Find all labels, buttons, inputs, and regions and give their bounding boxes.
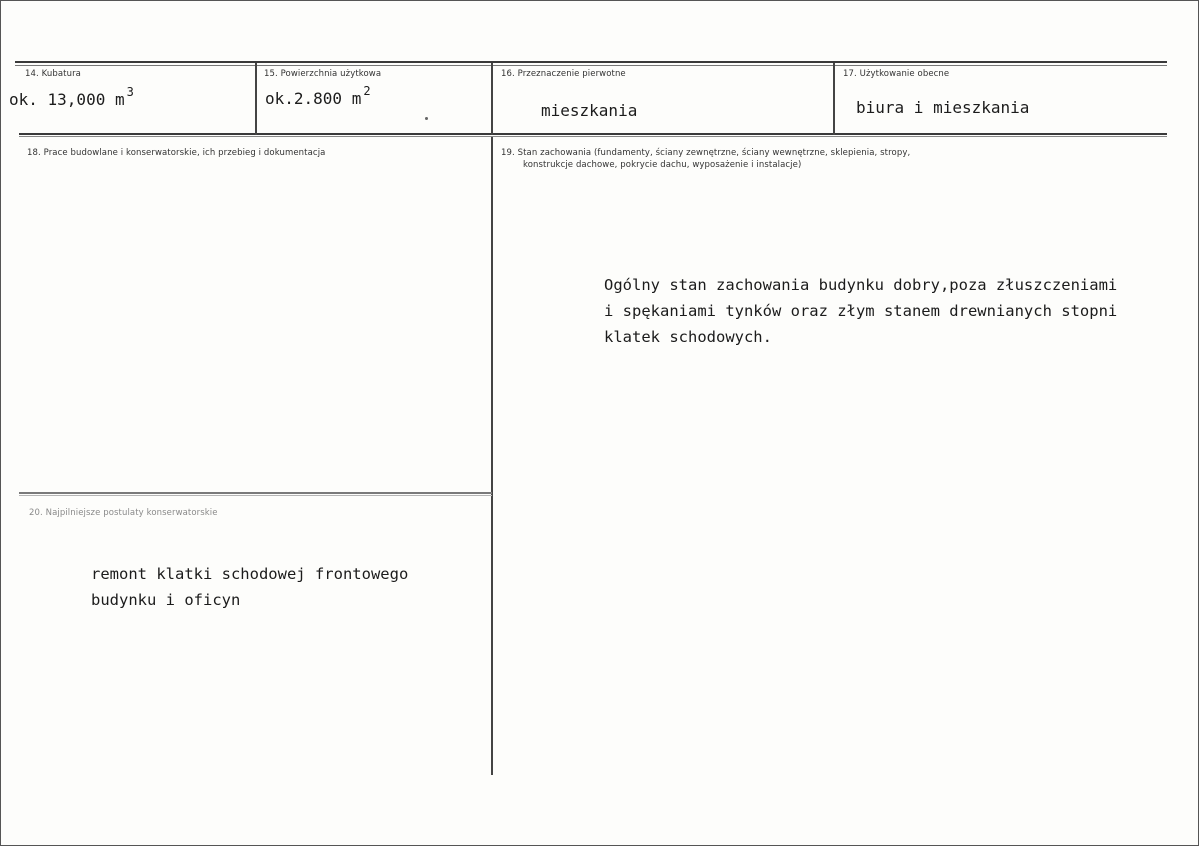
field-15-label: 15. Powierzchnia użytkowa: [264, 69, 382, 79]
left-section-rule: [19, 492, 492, 494]
field-15-value: [265, 84, 371, 108]
field-16-label: 16. Przeznaczenie pierwotne: [501, 69, 626, 79]
row1-bottom-rule-thin: [19, 136, 1167, 137]
divider-main: [491, 137, 493, 775]
field-15-value-text: ok.2.800 m: [265, 89, 362, 108]
divider-14-15: [255, 63, 257, 135]
field-14-unit-exponent: 3: [126, 85, 134, 99]
top-rule-thin: [15, 65, 1167, 66]
field-19-text-line: klatek schodowych.: [604, 328, 772, 346]
field-14-label: 14. Kubatura: [25, 69, 81, 79]
ink-speck: [425, 117, 428, 120]
divider-16-17: [833, 63, 835, 135]
field-20-text-line: remont klatki schodowej frontowego: [91, 565, 409, 583]
top-rule: [15, 61, 1167, 63]
field-14-value: [9, 85, 134, 109]
field-20-text-line: budynku i oficyn: [91, 591, 241, 609]
left-section-rule-thin: [19, 495, 492, 496]
field-19-label-line-2: konstrukcje dachowe, pokrycie dachu, wyposażenie i instalacje): [523, 160, 802, 170]
field-19-text: [604, 272, 1117, 350]
field-17-value: biura i mieszkania: [856, 98, 1030, 117]
field-14-value-text: ok. 13,000 m: [9, 90, 125, 109]
field-20-text: [91, 561, 408, 613]
field-15-unit-exponent: 2: [363, 84, 371, 98]
field-18-label: 18. Prace budowlane i konserwatorskie, ich przebieg i dokumentacja: [27, 148, 326, 158]
divider-15-16: [491, 63, 493, 135]
field-19-text-line: Ogólny stan zachowania budynku dobry,poza złuszczeniami: [604, 276, 1118, 294]
field-19-text-line: i spękaniami tynków oraz złym stanem drewnianych stopni: [604, 302, 1118, 320]
row1-bottom-rule: [19, 133, 1167, 135]
field-20-label: 20. Najpilniejsze postulaty konserwatorskie: [29, 508, 218, 518]
field-19-label-line-1: 19. Stan zachowania (fundamenty, ściany zewnętrzne, ściany wewnętrzne, sklepienia, stropy,: [501, 148, 911, 158]
field-16-value: mieszkania: [541, 101, 638, 120]
field-17-label: 17. Użytkowanie obecne: [843, 69, 950, 79]
